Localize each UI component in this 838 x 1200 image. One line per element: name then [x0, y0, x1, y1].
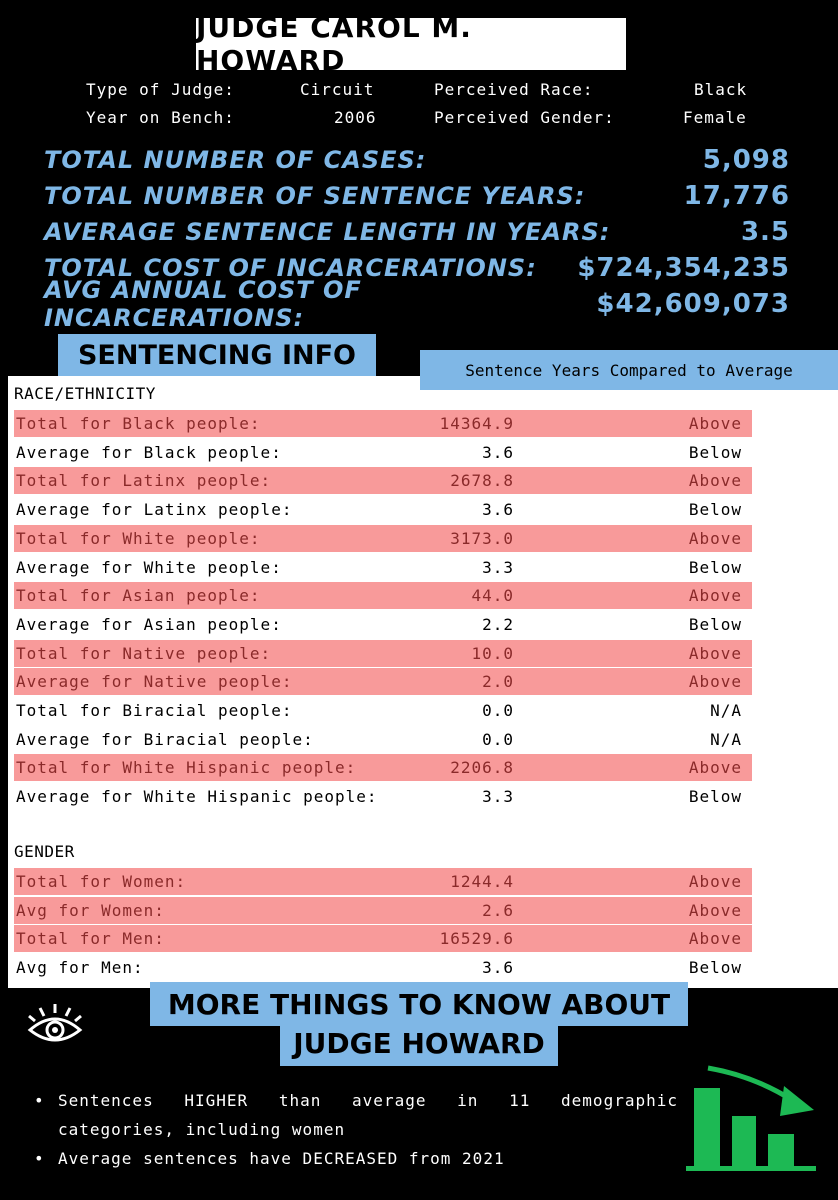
row-value: 1244.4: [450, 872, 514, 891]
stat-value: $724,354,235: [577, 253, 790, 283]
row-compare: N/A: [710, 701, 742, 720]
row-value: 14364.9: [439, 414, 514, 433]
row-value: 2206.8: [450, 758, 514, 778]
row-label: Average for Asian people:: [16, 614, 282, 634]
row-value: 3.6: [482, 500, 514, 520]
year-on-bench-label: Year on Bench:: [86, 108, 235, 127]
more-things-heading-name: JUDGE HOWARD: [280, 1020, 558, 1066]
table-row: [14, 467, 752, 494]
table-row: [14, 783, 752, 810]
table-row: [14, 439, 752, 466]
table-row: [14, 410, 752, 437]
row-value: 2.6: [482, 900, 514, 920]
perceived-race-label: Perceived Race:: [434, 80, 594, 99]
gender-heading: GENDER: [14, 842, 75, 861]
row-compare: Below: [688, 614, 742, 634]
table-row: [14, 582, 752, 609]
table-row: [14, 954, 752, 981]
row-compare: Above: [688, 672, 742, 692]
row-value: 3.6: [482, 958, 514, 978]
row-label: Total for Black people:: [16, 414, 261, 433]
row-value: 0.0: [482, 701, 514, 720]
sentencing-table: [8, 376, 838, 988]
stat-value: 5,098: [702, 145, 790, 175]
row-value: 3.3: [482, 557, 514, 577]
stat-average-sentence-length: [44, 214, 790, 250]
decreasing-chart-icon: [684, 1060, 824, 1176]
row-value: 3.3: [482, 787, 514, 807]
row-compare: Above: [688, 471, 742, 491]
row-compare: Above: [688, 528, 742, 548]
stat-total-sentence-years: [44, 178, 790, 214]
perceived-gender-label: Perceived Gender:: [434, 108, 615, 127]
row-compare: Below: [688, 442, 742, 462]
row-compare: Below: [688, 500, 742, 520]
row-value: 0.0: [482, 729, 514, 749]
table-row: [14, 925, 752, 952]
row-label: Average for White Hispanic people:: [16, 787, 378, 807]
stat-avg-annual-cost: [44, 276, 790, 332]
table-row: [14, 496, 752, 523]
row-label: Average for Latinx people:: [16, 500, 293, 520]
year-on-bench-value: 2006: [334, 108, 377, 127]
row-compare: Below: [688, 787, 742, 807]
perceived-gender-value: Female: [683, 108, 747, 127]
row-compare: Above: [688, 758, 742, 778]
table-row: [14, 868, 752, 895]
row-label: Total for White Hispanic people:: [16, 758, 357, 778]
row-label: Avg for Women:: [16, 900, 165, 920]
race-ethnicity-heading: RACE/ETHNICITY: [14, 384, 156, 403]
row-label: Total for Men:: [16, 929, 165, 949]
fact-text: Average sentences have DECREASED from 2021: [58, 1149, 505, 1168]
judge-type-value: Circuit: [300, 80, 375, 99]
table-row: [14, 668, 752, 695]
table-row: [14, 697, 752, 724]
row-value: 10.0: [471, 643, 514, 663]
table-row: [14, 726, 752, 753]
table-row: [14, 754, 752, 781]
row-label: Total for Biracial people:: [16, 701, 293, 720]
row-value: 44.0: [471, 586, 514, 606]
eye-icon: [26, 1000, 84, 1048]
stat-label: TOTAL NUMBER OF CASES:: [44, 146, 427, 174]
stat-label: AVG ANNUAL COST OF INCARCERATIONS:: [44, 276, 362, 332]
table-row: [14, 611, 752, 638]
page-title: JUDGE CAROL M. HOWARD: [196, 18, 626, 70]
row-compare: Above: [688, 929, 742, 949]
row-compare: Above: [688, 414, 742, 433]
row-label: Total for Native people:: [16, 643, 272, 663]
row-value: 2.2: [482, 614, 514, 634]
more-things-heading: MORE THINGS TO KNOW ABOUT: [150, 982, 688, 1026]
row-compare: Below: [688, 958, 742, 978]
row-value: 3173.0: [450, 528, 514, 548]
sentencing-info-heading: SENTENCING INFO: [58, 334, 376, 376]
row-compare: Above: [688, 643, 742, 663]
perceived-race-value: Black: [694, 80, 748, 99]
row-compare: Above: [688, 586, 742, 606]
table-row: [14, 554, 752, 581]
facts-list: [34, 1086, 684, 1173]
row-label: Average for Biracial people:: [16, 729, 314, 749]
row-compare: Above: [688, 900, 742, 920]
row-value: 2.0: [482, 672, 514, 692]
judge-type-label: Type of Judge:: [86, 80, 235, 99]
row-label: Total for Women:: [16, 872, 187, 891]
list-item: • Sentences HIGHER than average in 11 demographic categories, including women: [34, 1086, 684, 1144]
fact-text: Sentences HIGHER than average in 11 demographic categories, including women: [58, 1091, 678, 1139]
stat-value: 17,776: [683, 181, 790, 211]
stat-total-cases: [44, 142, 790, 178]
stat-label: AVERAGE SENTENCE LENGTH IN YEARS:: [44, 218, 611, 246]
row-label: Avg for Men:: [16, 958, 144, 978]
row-label: Average for Native people:: [16, 672, 293, 692]
stat-value: 3.5: [740, 217, 790, 247]
row-label: Average for Black people:: [16, 442, 282, 462]
row-label: Total for Asian people:: [16, 586, 261, 606]
stat-label: TOTAL NUMBER OF SENTENCE YEARS:: [44, 182, 586, 210]
list-item: • Average sentences have DECREASED from 2021: [34, 1144, 684, 1173]
row-compare: N/A: [710, 729, 742, 749]
compare-to-average-heading: Sentence Years Compared to Average: [420, 350, 838, 390]
table-row: [14, 897, 752, 924]
table-row: [14, 525, 752, 552]
row-compare: Below: [688, 557, 742, 577]
stat-label: TOTAL COST OF INCARCERATIONS:: [44, 254, 537, 282]
table-row: [14, 640, 752, 667]
row-value: 2678.8: [450, 471, 514, 491]
row-compare: Above: [688, 872, 742, 891]
stat-value: $42,609,073: [596, 289, 790, 319]
row-label: Total for White people:: [16, 528, 261, 548]
row-label: Average for White people:: [16, 557, 282, 577]
row-value: 16529.6: [439, 929, 514, 949]
row-value: 3.6: [482, 442, 514, 462]
row-label: Total for Latinx people:: [16, 471, 272, 491]
